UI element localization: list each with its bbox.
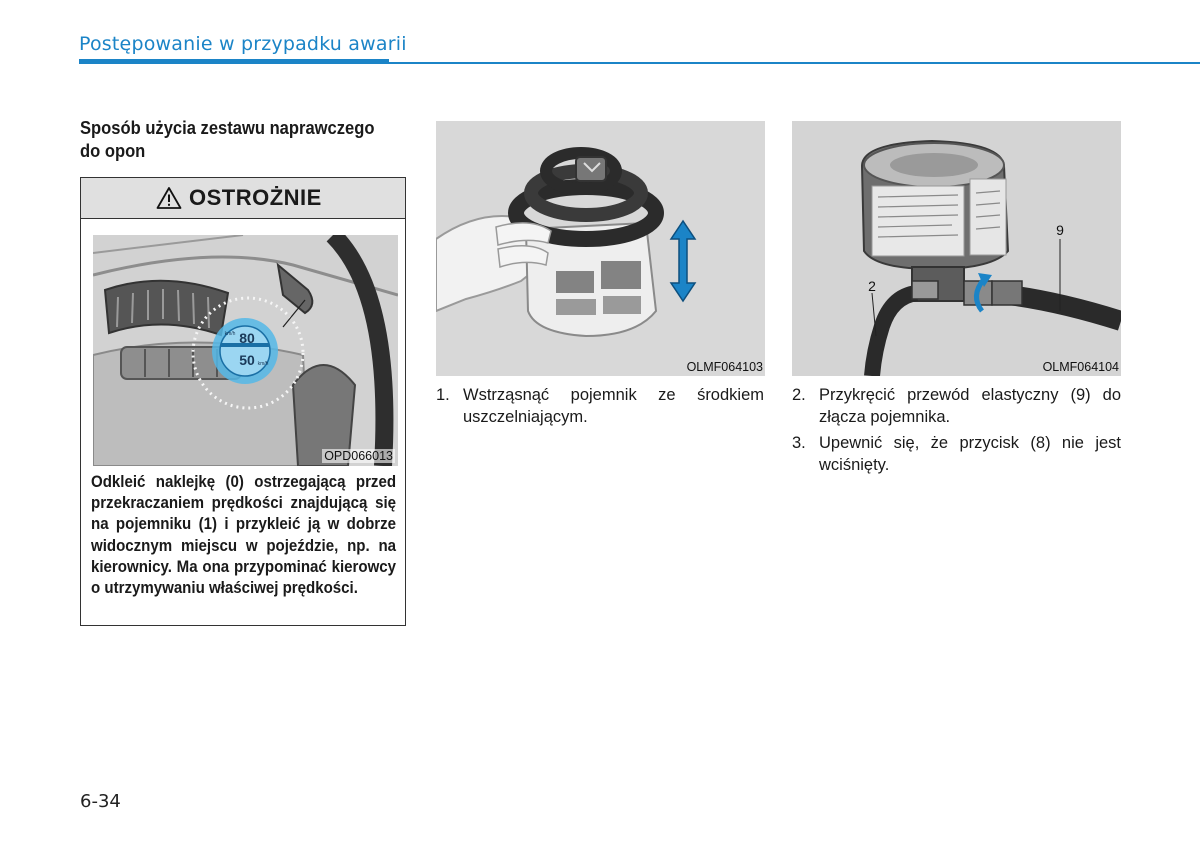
page-header <box>79 30 1200 66</box>
warning-triangle-icon <box>156 186 182 210</box>
caution-box <box>80 177 406 626</box>
step-item <box>792 384 1121 428</box>
subheading: Sposób użycia zestawu naprawczego do opon <box>80 118 375 161</box>
figure-code: OLMF064103 <box>686 360 763 374</box>
caution-title: OSTROŻNIE <box>189 185 322 210</box>
header-rule <box>79 59 389 64</box>
header-rule-thin <box>389 62 1200 64</box>
callout-9: 9 <box>1056 222 1064 238</box>
dashboard-drawing <box>93 235 398 466</box>
caution-text: Odkleić naklejkę (0) ostrzegającą przed przekraczaniem prędkości znajdującą się na pojemniku (1) i przykleić ją w dobrze widocznym miejscu w pojeździe, np. na kierownicy. Ma ona przypominać kierowcy o utrzymywaniu właściwej prędkości. <box>91 473 397 598</box>
step-text: Upewnić się, że przycisk (8) nie jest wciśnięty. <box>819 434 1121 474</box>
step-item <box>792 432 1121 476</box>
caution-header <box>81 178 405 219</box>
sticker-bottom-unit: km/h <box>257 361 269 367</box>
step-text: Wstrząsnąć pojemnik ze środkiem uszczelniającym. <box>463 386 764 426</box>
page-number: 6-34 <box>80 791 121 812</box>
sticker-top-unit: km/h <box>224 331 236 337</box>
figure-connect-hose <box>792 121 1121 376</box>
step-item <box>436 384 764 428</box>
figure-code: OLMF064104 <box>1042 360 1119 374</box>
step-number: 1. <box>436 386 450 404</box>
hose-illustration <box>792 121 1121 376</box>
figure-shake-container <box>436 121 765 376</box>
step-number: 2. <box>792 386 806 404</box>
dashboard-illustration <box>93 235 398 466</box>
step-text: Przykręcić przewód elastyczny (9) do złącza pojemnika. <box>819 386 1121 426</box>
callout-2: 2 <box>868 278 876 294</box>
section-title: Postępowanie w przypadku awarii <box>79 33 407 55</box>
shake-illustration <box>436 121 765 376</box>
sticker-top-value: 80 <box>239 330 255 346</box>
step-number: 3. <box>792 434 806 452</box>
figure-code: OPD066013 <box>324 449 393 463</box>
sticker-bottom-value: 50 <box>239 352 255 368</box>
